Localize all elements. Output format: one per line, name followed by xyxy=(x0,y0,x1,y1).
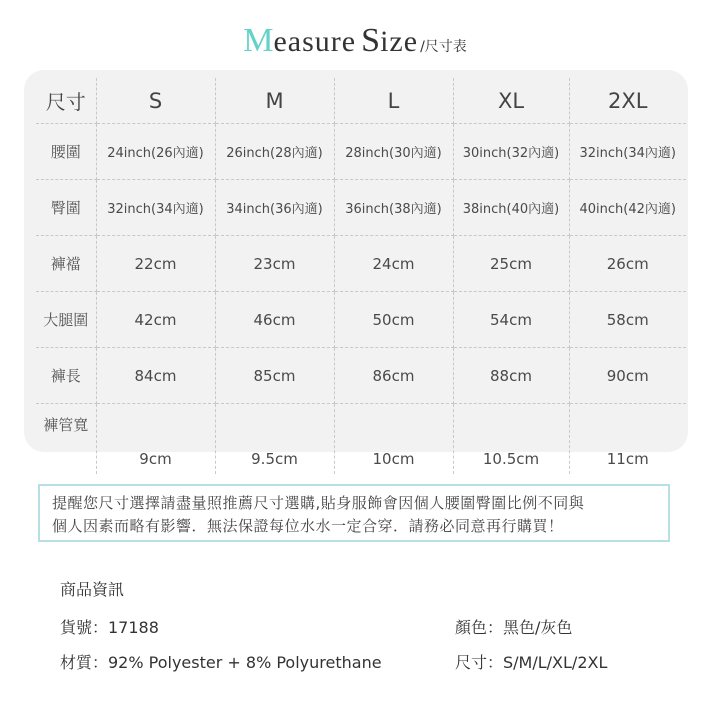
size-header-s: S xyxy=(96,78,215,124)
corner-label: 尺寸 xyxy=(36,78,96,124)
table-cell: 9.5cm xyxy=(215,404,334,475)
color-options: 顏色：黑色/灰色 xyxy=(455,618,573,637)
table-row-hip xyxy=(36,180,686,236)
table-cell: 85cm xyxy=(215,348,334,404)
notice-line-2: 個人因素而略有影響．無法保證每位水水一定合穿．請務必同意再行購買！ xyxy=(52,517,564,535)
table-cell: 30inch(32內適) xyxy=(453,124,569,180)
table-cell: 88cm xyxy=(453,348,569,404)
page-title xyxy=(0,22,710,60)
table-cell: 84cm xyxy=(96,348,215,404)
table-row-leg-opening xyxy=(36,404,686,475)
table-cell: 10.5cm xyxy=(453,404,569,475)
size-header-m: M xyxy=(215,78,334,124)
table-row-waist xyxy=(36,124,686,180)
table-row-crotch xyxy=(36,236,686,292)
title-initial: M xyxy=(243,22,274,59)
table-cell: 32inch(34內適) xyxy=(569,124,686,180)
table-cell: 50cm xyxy=(334,292,453,348)
item-number: 貨號：17188 xyxy=(60,618,159,637)
size-header-xl: XL xyxy=(453,78,569,124)
title-word1-rest: easure xyxy=(273,25,357,58)
size-options: 尺寸：S/M/L/XL/2XL xyxy=(455,653,608,672)
table-cell: 40inch(42內適) xyxy=(569,180,686,236)
table-cell: 11cm xyxy=(606,450,649,468)
table-cell: 24cm xyxy=(334,236,453,292)
table-cell: 9cm xyxy=(96,404,215,475)
table-cell: 25cm xyxy=(453,236,569,292)
table-cell: 26cm xyxy=(569,236,686,292)
table-row-length xyxy=(36,348,686,404)
table-cell: 86cm xyxy=(334,348,453,404)
title-word2-initial: S xyxy=(361,22,381,59)
size-table xyxy=(36,78,686,474)
table-cell: 23cm xyxy=(215,236,334,292)
table-cell: 24inch(26內適) xyxy=(96,124,215,180)
table-cell: 58cm xyxy=(569,292,686,348)
table-cell: 22cm xyxy=(96,236,215,292)
size-header-2xl: 2XL xyxy=(569,78,686,124)
table-cell: 54cm xyxy=(453,292,569,348)
title-word2-rest: ize xyxy=(380,25,419,58)
size-header-row xyxy=(36,78,686,124)
table-cell: 34inch(36內適) xyxy=(215,180,334,236)
row-label-leg-opening: 褲管寬 xyxy=(36,404,96,475)
size-header-l: L xyxy=(334,78,453,124)
table-cell: 26inch(28內適) xyxy=(215,124,334,180)
row-label-crotch: 褲襠 xyxy=(36,236,96,292)
title-subtitle: /尺寸表 xyxy=(420,39,467,55)
size-notice-box xyxy=(38,484,670,542)
product-info-heading: 商品資訊 xyxy=(60,580,125,599)
row-label-waist: 腰圍 xyxy=(36,124,96,180)
table-cell: 46cm xyxy=(215,292,334,348)
row-label-thigh: 大腿圍 xyxy=(36,292,96,348)
table-row-thigh xyxy=(36,292,686,348)
table-cell: 42cm xyxy=(96,292,215,348)
material: 材質：92% Polyester + 8% Polyurethane xyxy=(60,653,382,672)
notice-line-1: 提醒您尺寸選擇請盡量照推薦尺寸選購,貼身服飾會因個人腰圍臀圍比例不同與 xyxy=(52,494,585,512)
row-label-length: 褲長 xyxy=(36,348,96,404)
table-cell: 32inch(34內適) xyxy=(96,180,215,236)
table-cell: 10cm xyxy=(334,404,453,475)
table-cell: 36inch(38內適) xyxy=(334,180,453,236)
table-cell: 38inch(40內適) xyxy=(453,180,569,236)
table-cell: 28inch(30內適) xyxy=(334,124,453,180)
table-cell: 90cm xyxy=(569,348,686,404)
row-label-hip: 臀圍 xyxy=(36,180,96,236)
